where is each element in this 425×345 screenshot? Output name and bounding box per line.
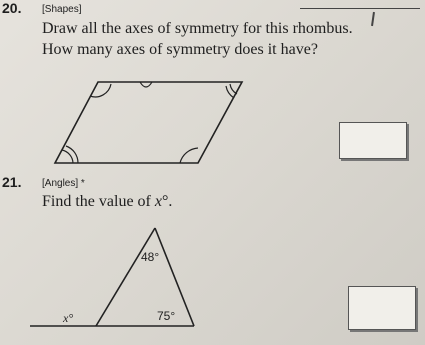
triangle-left-side [96,228,155,326]
instruction-text: Find the value of [42,193,151,210]
question-20-line-1: Draw all the axes of symmetry for this rhombus. [42,20,353,37]
question-20-line-2: How many axes of symmetry does it have? [42,41,318,58]
variable-x: x [154,193,162,210]
question-21-category: [Angles] * [42,178,85,189]
question-21-answer-box[interactable] [348,286,416,330]
angle-label-top: 48° [141,250,160,264]
question-20-category: [Shapes] [42,4,82,15]
question-21-number: 21. [2,174,22,190]
question-20-number: 20. [2,0,22,16]
angle-label-left: x° [63,311,74,325]
angle-label-right: 75° [157,309,176,323]
degree-suffix: °. [161,193,173,210]
